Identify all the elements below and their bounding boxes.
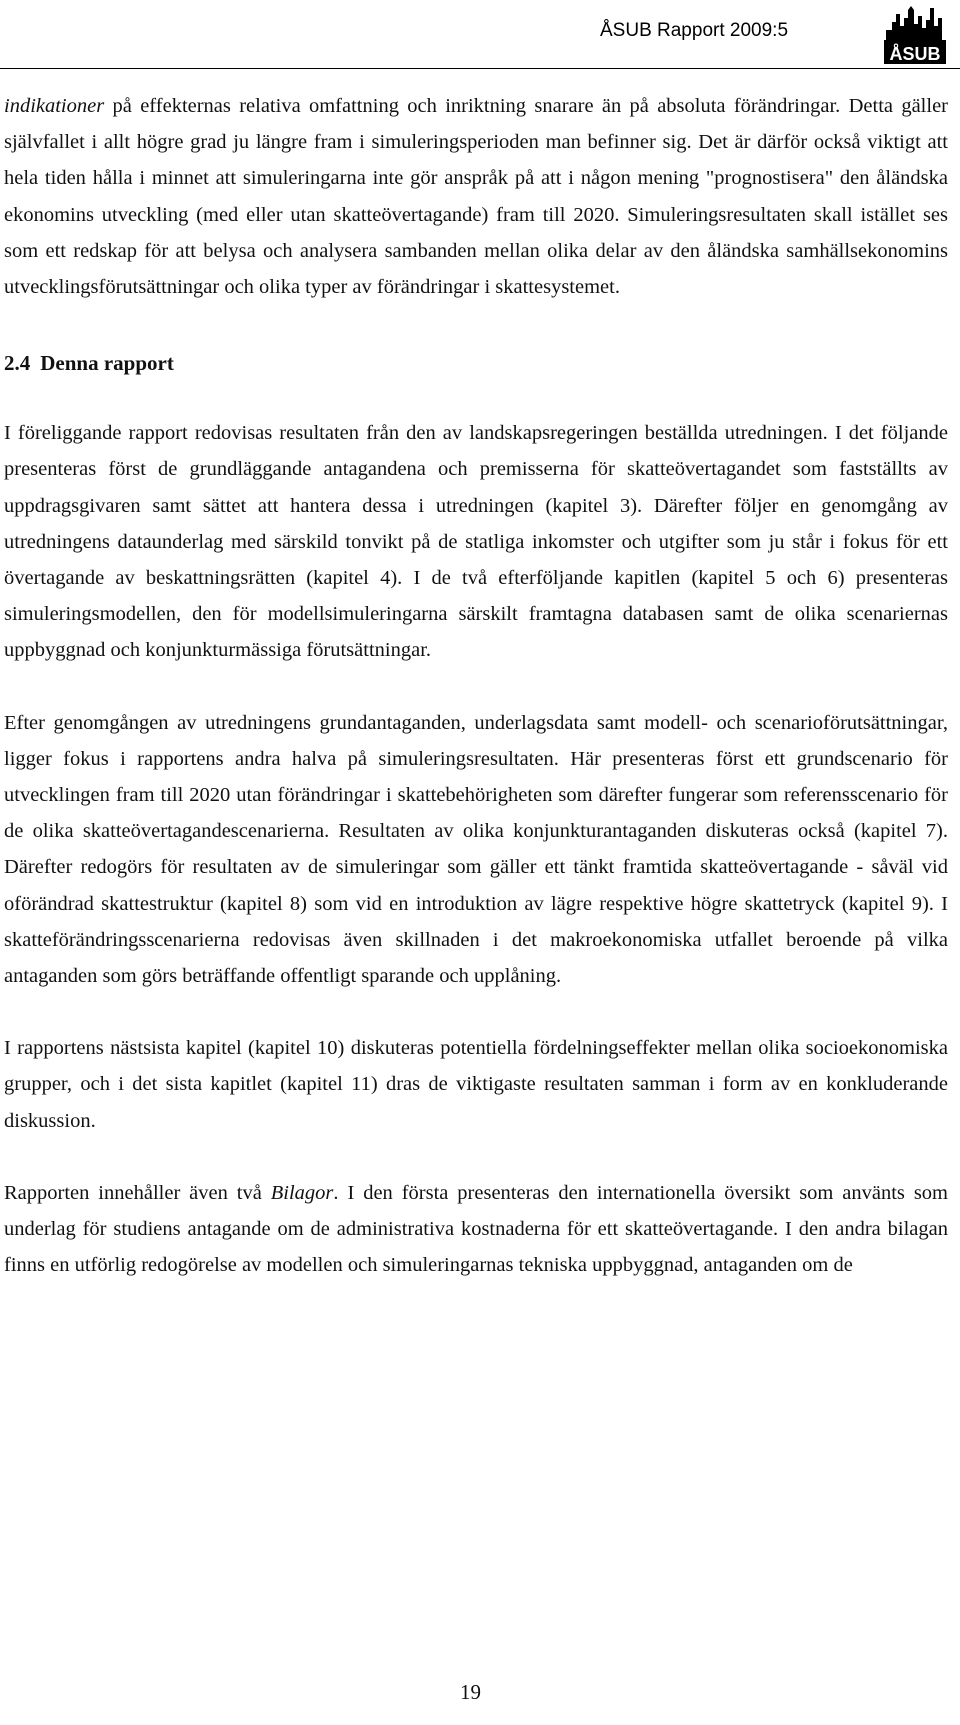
report-header-title: ÅSUB Rapport 2009:5 bbox=[600, 20, 789, 41]
header-divider bbox=[0, 68, 960, 69]
paragraph-3: Efter genomgången av utredningens grundantaganden, underlagsdata samt modell- och scenarioförutsättningar, ligger fokus i rapportens andra halva på simuleringsresultaten. Här presenteras först ett grundscenario för utvecklingen fram till 2020 utan förändringar i skattebehörigheten som därefter fungerar som referensscenario för de olika skatteövertagandescenarierna. Resultaten av olika konjunkturantaganden diskuteras också (kapitel 7). Därefter redogörs för resultaten av de simuleringar som gäller ett tänkt framtida skatteövertagande - såväl vid oförändrad skattestruktur (kapitel 8) som vid en introduktion av lägre respektive högre skattetryck (kapitel 9). I skatteförändringsscenarierna redovisas även skillnaden i det makroekonomiska utfallet beroende på vilka antaganden som görs beträffande offentligt sparande och upplåning. bbox=[4, 711, 948, 988]
emphasis-bilagor: Bilagor bbox=[270, 1181, 334, 1204]
paragraph-5-text-a: Rapporten innehåller även två bbox=[4, 1181, 271, 1204]
page-number: 19 bbox=[460, 1680, 481, 1704]
paragraph-2: I föreliggande rapport redovisas resultaten från den av landskapsregeringen beställda utredningen. I det följande presenteras först de grundläggande antagandena och premisserna för skatteövertagandet som fastställts av uppdragsgivaren samt sättet att hantera dessa i utredningen (kapitel 3). Därefter följer en genomgång av utredningens dataunderlag med särskild tonvikt på de statliga inkomster och utgifter som ju står i fokus för ett övertagande av beskattningsrätten (kapitel 4). I de två efterföljande kapitlen (kapitel 5 och 6) presenteras simuleringsmodellen, den för modellsimuleringarna särskilt framtagna databasen samt de olika scenariernas uppbyggnad och konjunkturmässiga förutsättningar. bbox=[4, 422, 948, 662]
page-content bbox=[4, 88, 948, 1283]
paragraph-5-text-b: . I den första presenteras den internationella översikt som använts som underlag för studiens antagande om de administrativa kostnaderna för ett skatteövertagande. I den andra bilagan finns en utförlig redogörelse av modellen och simuleringarnas tekniska uppbyggnad, antaganden om de bbox=[4, 1181, 948, 1277]
logo-text: ÅSUB bbox=[889, 44, 941, 64]
section-heading bbox=[4, 345, 948, 381]
emphasis-indikationer: indikationer bbox=[4, 95, 105, 117]
paragraph-1-text: på effekternas relativa omfattning och inriktning snarare än på absoluta förändringar. Detta gäller självfallet i allt högre grad ju längre fram i simuleringsperioden man befinner sig. Det är därför också viktigt att hela tiden hålla i minnet att simuleringarna inte gör anspråk på att i någon mening "prognostisera" den åländska ekonomins utveckling (med eller utan skatteövertagande) fram till 2020. Simuleringsresultaten skall istället ses som ett redskap för att belysa och analysera sambanden mellan olika delar av den åländska samhällsekonomins utvecklingsförutsättningar och olika typer av förändringar i skattesystemet. bbox=[4, 95, 948, 299]
paragraph-1 bbox=[4, 88, 948, 305]
paragraph-5 bbox=[4, 1175, 948, 1284]
section-number: 2.4 bbox=[4, 351, 31, 376]
paragraph-4: I rapportens nästsista kapitel (kapitel 10) diskuteras potentiella fördelningseffekter mellan olika socioekonomiska grupper, och i det sista kapitlet (kapitel 11) dras de viktigaste resultaten samman i form av en konkluderande diskussion. bbox=[4, 1037, 948, 1132]
asub-logo bbox=[884, 4, 946, 64]
section-title: Denna rapport bbox=[40, 351, 174, 376]
